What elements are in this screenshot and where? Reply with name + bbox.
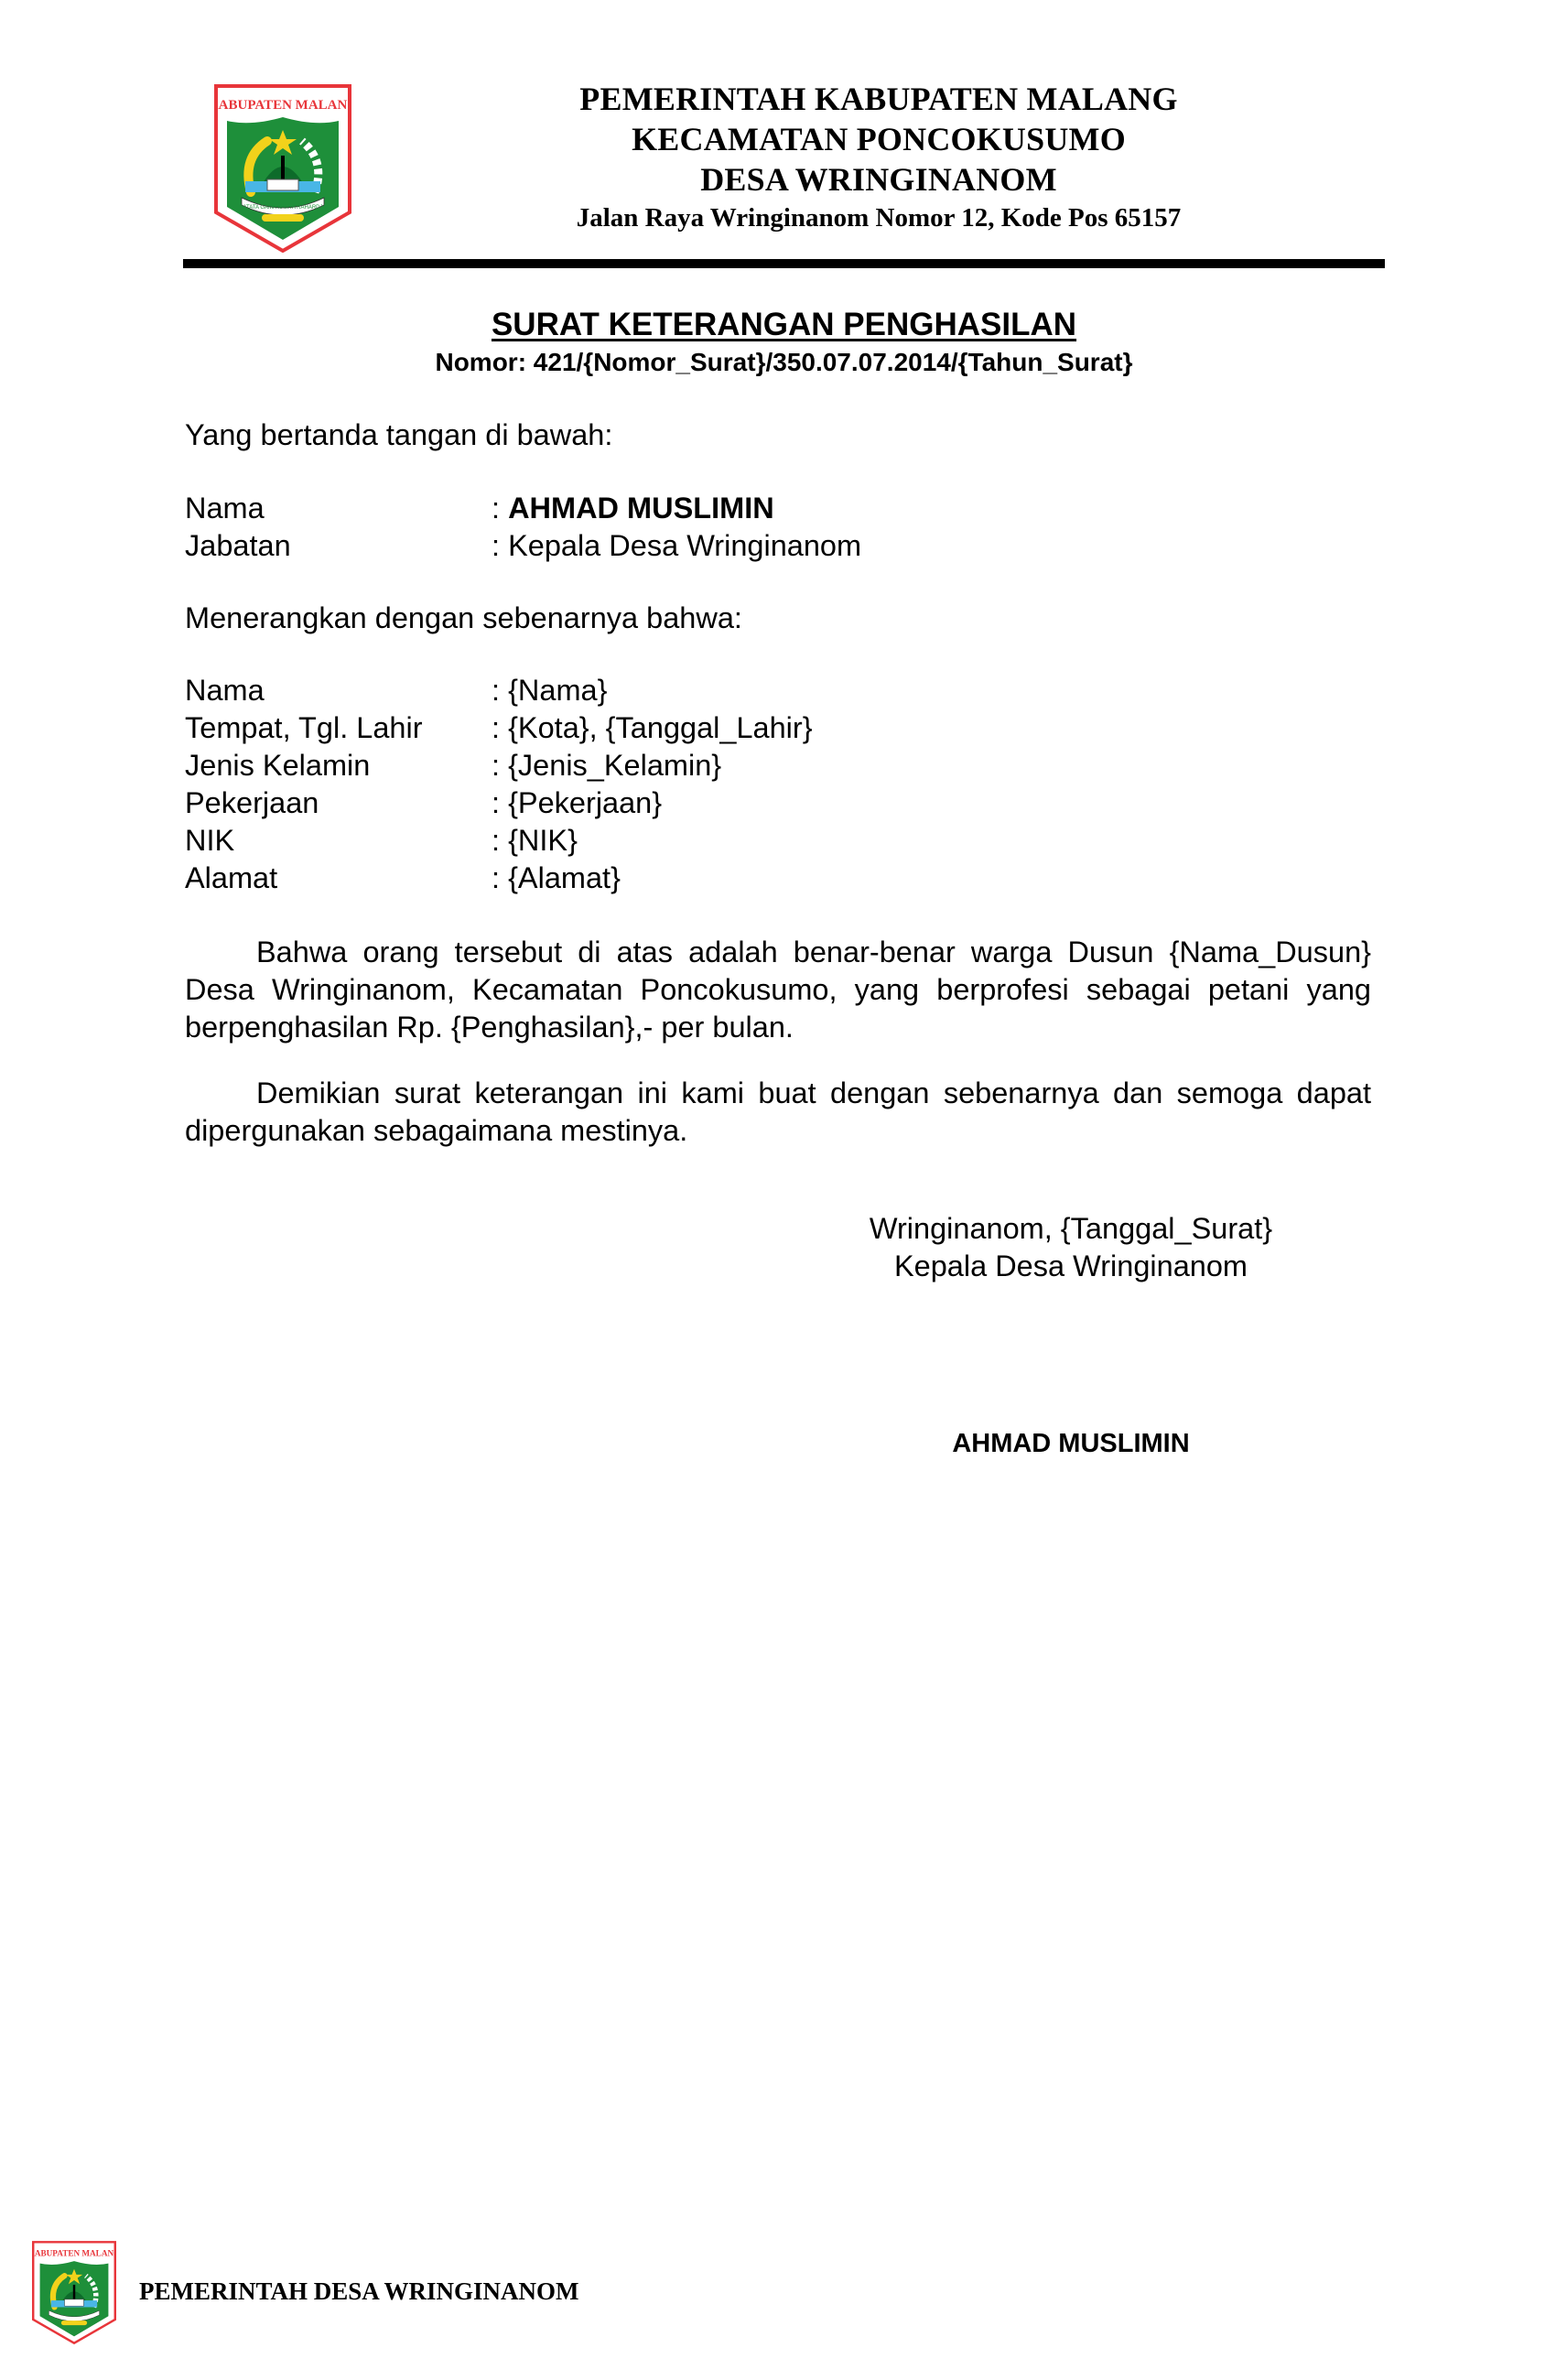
place-date: Wringinanom, {Tanggal_Surat} [869,1212,1273,1245]
closing-paragraph [185,1075,1371,1150]
income-paragraph [185,934,1371,1046]
document-title: SURAT KETERANGAN PENGHASILAN [491,307,1077,342]
field-label: NIK [185,824,235,857]
field-label: Pekerjaan [185,786,319,819]
subject-row [185,822,1371,860]
subject-row [185,709,1371,747]
svg-text:KABUPATEN MALANG: KABUPATEN MALANG [32,2248,116,2258]
field-value: : {Nama} [492,674,608,707]
subject-row [185,672,1371,709]
field-label: Nama [185,492,265,525]
letterhead-district: KECAMATAN PONCOKUSUMO [632,121,1126,157]
field-value: : {Alamat} [492,861,621,894]
signatory-details [185,490,1371,565]
signer-name: AHMAD MUSLIMIN [952,1429,1190,1458]
intro-text: Yang bertanda tangan di bawah: [185,418,613,451]
letterhead [476,79,1281,236]
subject-row [185,747,1371,784]
field-label: Tempat, Tgl. Lahir [185,711,423,744]
subject-row [185,784,1371,822]
field-value: : Kepala Desa Wringinanom [492,529,862,562]
field-value: : {NIK} [492,824,578,857]
field-label: Jenis Kelamin [185,749,371,782]
field-value: : {Kota}, {Tanggal_Lahir} [492,711,813,744]
svg-text:KABUPATEN MALANG: KABUPATEN MALANG [214,98,351,113]
kabupaten-malang-crest [214,84,351,253]
signer-position: Kepala Desa Wringinanom [893,1250,1248,1282]
signature-block [824,1210,1318,1285]
field-label: Jabatan [185,529,291,562]
letterhead-regency: PEMERINTAH KABUPATEN MALANG [579,81,1178,117]
field-value: : {Jenis_Kelamin} [492,749,722,782]
statement-text: Menerangkan dengan sebenarnya bahwa: [185,601,742,634]
document-title-block [183,305,1385,380]
letterhead-village: DESA WRINGINANOM [700,161,1057,198]
footer-crest [32,2241,116,2344]
svg-text:SATATA GAMA KARTA RAHARDJA: SATATA GAMA KARTA RAHARDJA [239,205,327,211]
field-value: : AHMAD MUSLIMIN [492,492,774,525]
crest-emblem-icon [214,84,351,253]
paragraph-text: Bahwa orang tersebut di atas adalah benar-benar warga Dusun {Nama_Dusun} Desa Wringinanom, Kecamatan Poncokusumo, yang berprofesi sebagai petani yang berpenghasilan Rp. {Penghasilan},- per bulan. [185,936,1371,1044]
field-value: : {Pekerjaan} [492,786,663,819]
field-label: Nama [185,674,265,707]
subject-details [185,672,1371,897]
crest-emblem-icon [32,2241,116,2344]
document-number: Nomor: 421/{Nomor_Surat}/350.07.07.2014/{Tahun_Surat} [435,348,1133,376]
letterhead-divider [183,259,1385,268]
field-label: Alamat [185,861,278,894]
subject-row [185,860,1371,897]
letterhead-address: Jalan Raya Wringinanom Nomor 12, Kode Pos 65157 [576,203,1182,233]
paragraph-text: Demikian surat keterangan ini kami buat dengan sebenarnya dan semoga dapat dipergunakan sebagaimana mestinya. [185,1076,1371,1147]
signatory-row-name [185,490,1371,527]
footer-text: PEMERINTAH DESA WRINGINANOM [139,2277,579,2305]
signatory-row-position [185,527,1371,565]
